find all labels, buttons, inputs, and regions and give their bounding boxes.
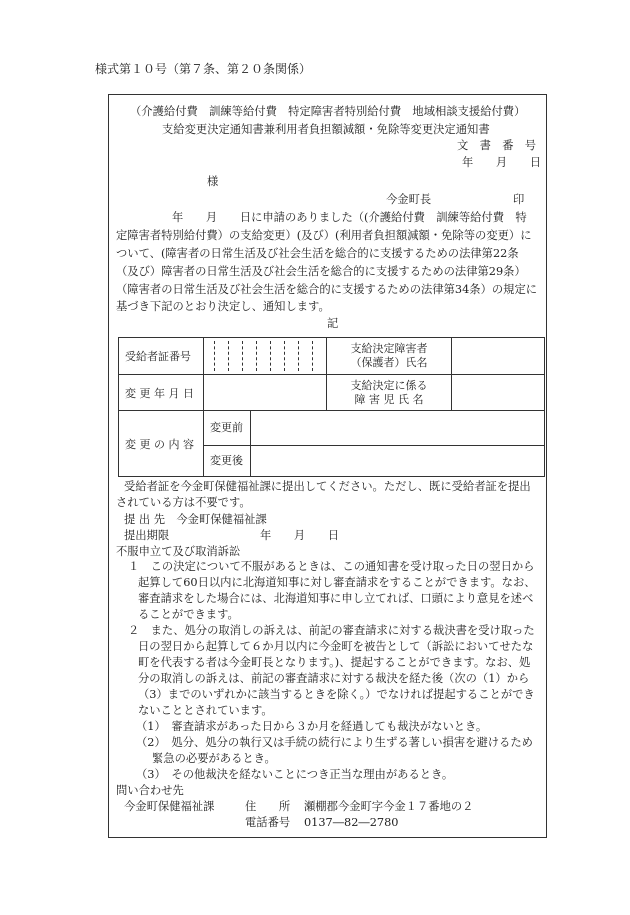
seal-mark: 印 [513,193,525,206]
appeal-line: （2） 処分、処分の執行又は手続の続行により生ずる著しい損害を避けるため [136,736,533,749]
decision-table [118,337,545,477]
change-date-label: 変 更 年 月 日 [119,375,204,411]
contact-heading: 問い合わせ先 [116,784,184,797]
child-name-value [452,375,545,411]
notice-line: されている方は不要です。 [116,496,251,509]
change-content-label: 変 更 の 内 容 [119,411,204,477]
decided-person-value [452,338,545,375]
appeal-line: （3） その他裁決を経ないことにつき正当な理由があるとき。 [136,768,454,781]
addressee-suffix: 様 [207,175,219,188]
contact-department: 今金町保健福祉課 [124,800,215,813]
appeal-line: 緊急の必要があるとき。 [152,752,276,765]
title-line-2: 支給変更決定通知書兼利用者負担額減額・免除等変更決定通知書 [162,123,490,136]
appeal-line: 起算して60日以内に北海道知事に対し審査請求をすることができます。なお、 [138,576,536,589]
appeal-line: ることができます。 [138,608,239,621]
appeal-line: （3）までのいずれかに該当するときを除く。）でなければ提起することができ [138,688,535,701]
child-name-label-1: 支給決定に係る [350,378,428,392]
notice-line: 受給者証を今金町保健福祉課に提出してください。ただし、既に受給者証を提出 [124,480,531,493]
ki-heading: 記 [327,317,339,330]
document-number-label: 文 書 番 号 [457,139,537,152]
contact-address-label: 住 所 [245,800,291,813]
appeal-line: （1） 審査請求があった日から３か月を経過しても裁決がないとき。 [136,720,488,733]
contact-address: 瀬棚郡今金町字今金１７番地の２ [304,800,474,813]
child-name-label-2: 障 害 児 氏 名 [354,392,424,406]
appeal-line: 審査請求をした場合には、北海道知事に申し立てれば、口頭により意見を述べ [138,592,534,605]
body-line: ついて、(障害者の日常生活及び社会生活を総合的に支援するための法律第22条 [116,247,519,260]
contact-tel: 0137―82―2780 [304,816,399,829]
decided-person-label-2: （保護者）氏名 [350,356,428,369]
appeal-line: 分の取消しの訴えは、前記の審査請求に対する裁決を経た後（次の（1）から [138,672,530,685]
body-line: 定障害者特別給付費）の支給変更）(及び）(利用者負担額減額・免除等の変更）に [116,229,532,242]
change-date-value [204,375,327,411]
submit-destination: 提 出 先 今金町保健福祉課 [124,513,267,526]
submit-deadline-label: 提出期限 [124,529,170,542]
recipient-number-boxes [204,338,327,375]
title-line-1: （介護給付費 訓練等給付費 特定障害者特別給付費 地域相談支援給付費） [130,105,526,118]
decided-person-label-1: 支給決定障害者 [350,342,428,355]
appeal-line: 町を代表する者は今金町長となります。)、提起することができます。なお、処 [138,656,531,669]
issuer-name: 今金町長 [386,193,432,206]
appeal-line: ２ また、処分の取消しの訴えは、前記の審査請求に対する裁決書を受け取った [128,624,535,637]
appeal-line: 日の翌日から起算して６か月以内に今金町を被告として（訴訟においてせたな [138,640,534,653]
after-label: 変更後 [204,446,251,476]
before-label: 変更前 [204,411,251,445]
body-line: （及び）障害者の日常生活及び社会生活を総合的に支援するための法律第29条） [116,265,526,278]
body-line: 年 月 日に申請のありました（(介護給付費 訓練等給付費 特 [172,211,527,224]
appeal-line: ないこととされています。 [138,704,273,717]
issue-date: 年 月 日 [462,156,542,169]
contact-tel-label: 電話番号 [245,816,291,829]
body-line: （障害者の日常生活及び社会生活を総合的に支援するための法律第34条）の規定に [116,283,538,296]
appeal-heading: 不服申立て及び取消訴訟 [116,545,241,558]
body-line: 基づき下記のとおり決定し、通知します。 [116,300,330,313]
form-number: 様式第１０号（第７条、第２０条関係） [95,62,312,76]
recipient-number-label: 受給者証番号 [119,338,204,375]
appeal-line: １ この決定について不服があるときは、この通知書を受け取った日の翌日から [128,560,535,573]
submit-deadline-date: 年 月 日 [260,529,340,542]
